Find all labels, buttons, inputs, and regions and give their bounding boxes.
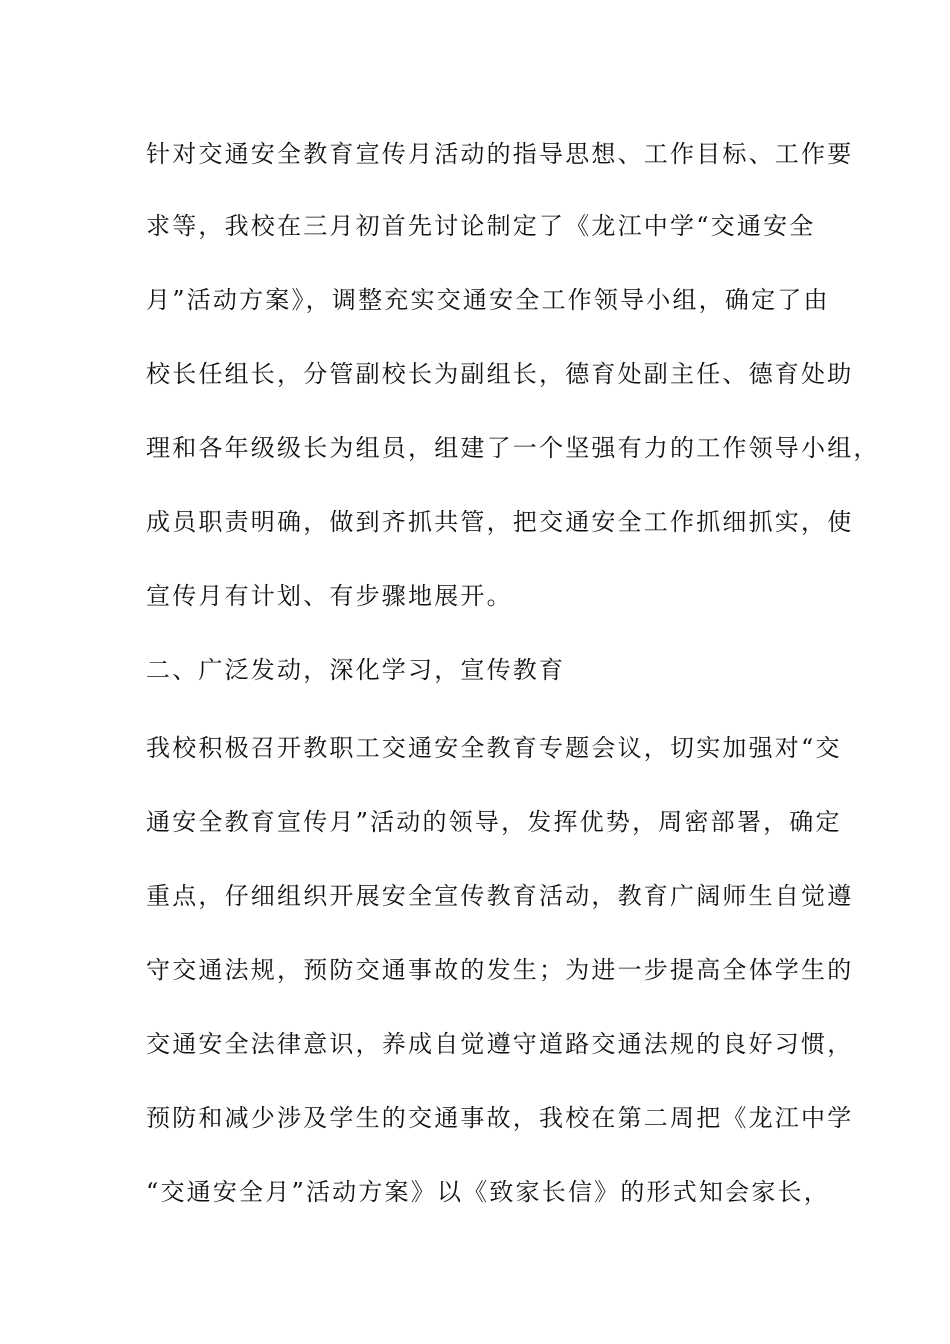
text-line: 通安全教育宣传月”活动的领导，发挥优势，周密部署，确定 (146, 808, 842, 836)
text-line: 求等，我校在三月初首先讨论制定了《龙江中学“交通安全 (146, 212, 816, 240)
text-line: 交通安全法律意识，养成自觉遵守道路交通法规的良好习惯， (146, 1030, 854, 1058)
text-line: 重点，仔细组织开展安全宣传教育活动，教育广阔师生自觉遵 (146, 882, 854, 910)
text-line: 针对交通安全教育宣传月活动的指导思想、工作目标、工作要 (146, 140, 854, 168)
text-line: 宣传月有计划、有步骤地展开。 (146, 582, 513, 610)
text-line: 守交通法规，预防交通事故的发生；为进一步提高全体学生的 (146, 956, 854, 984)
section-heading: 二、广泛发动，深化学习，宣传教育 (146, 656, 566, 684)
text-line: 我校积极召开教职工交通安全教育专题会议，切实加强对“交 (146, 734, 842, 762)
text-line: “交通安全月”活动方案》以《致家长信》的形式知会家长， (146, 1178, 830, 1206)
text-line: 月”活动方案》，调整充实交通安全工作领导小组，确定了由 (146, 286, 830, 314)
text-line: 理和各年级级长为组员，组建了一个坚强有力的工作领导小组， (146, 434, 880, 462)
text-line: 成员职责明确，做到齐抓共管，把交通安全工作抓细抓实，使 (146, 508, 854, 536)
text-line: 校长任组长，分管副校长为副组长，德育处副主任、德育处助 (146, 360, 854, 388)
text-line: 预防和减少涉及学生的交通事故，我校在第二周把《龙江中学 (146, 1104, 854, 1132)
